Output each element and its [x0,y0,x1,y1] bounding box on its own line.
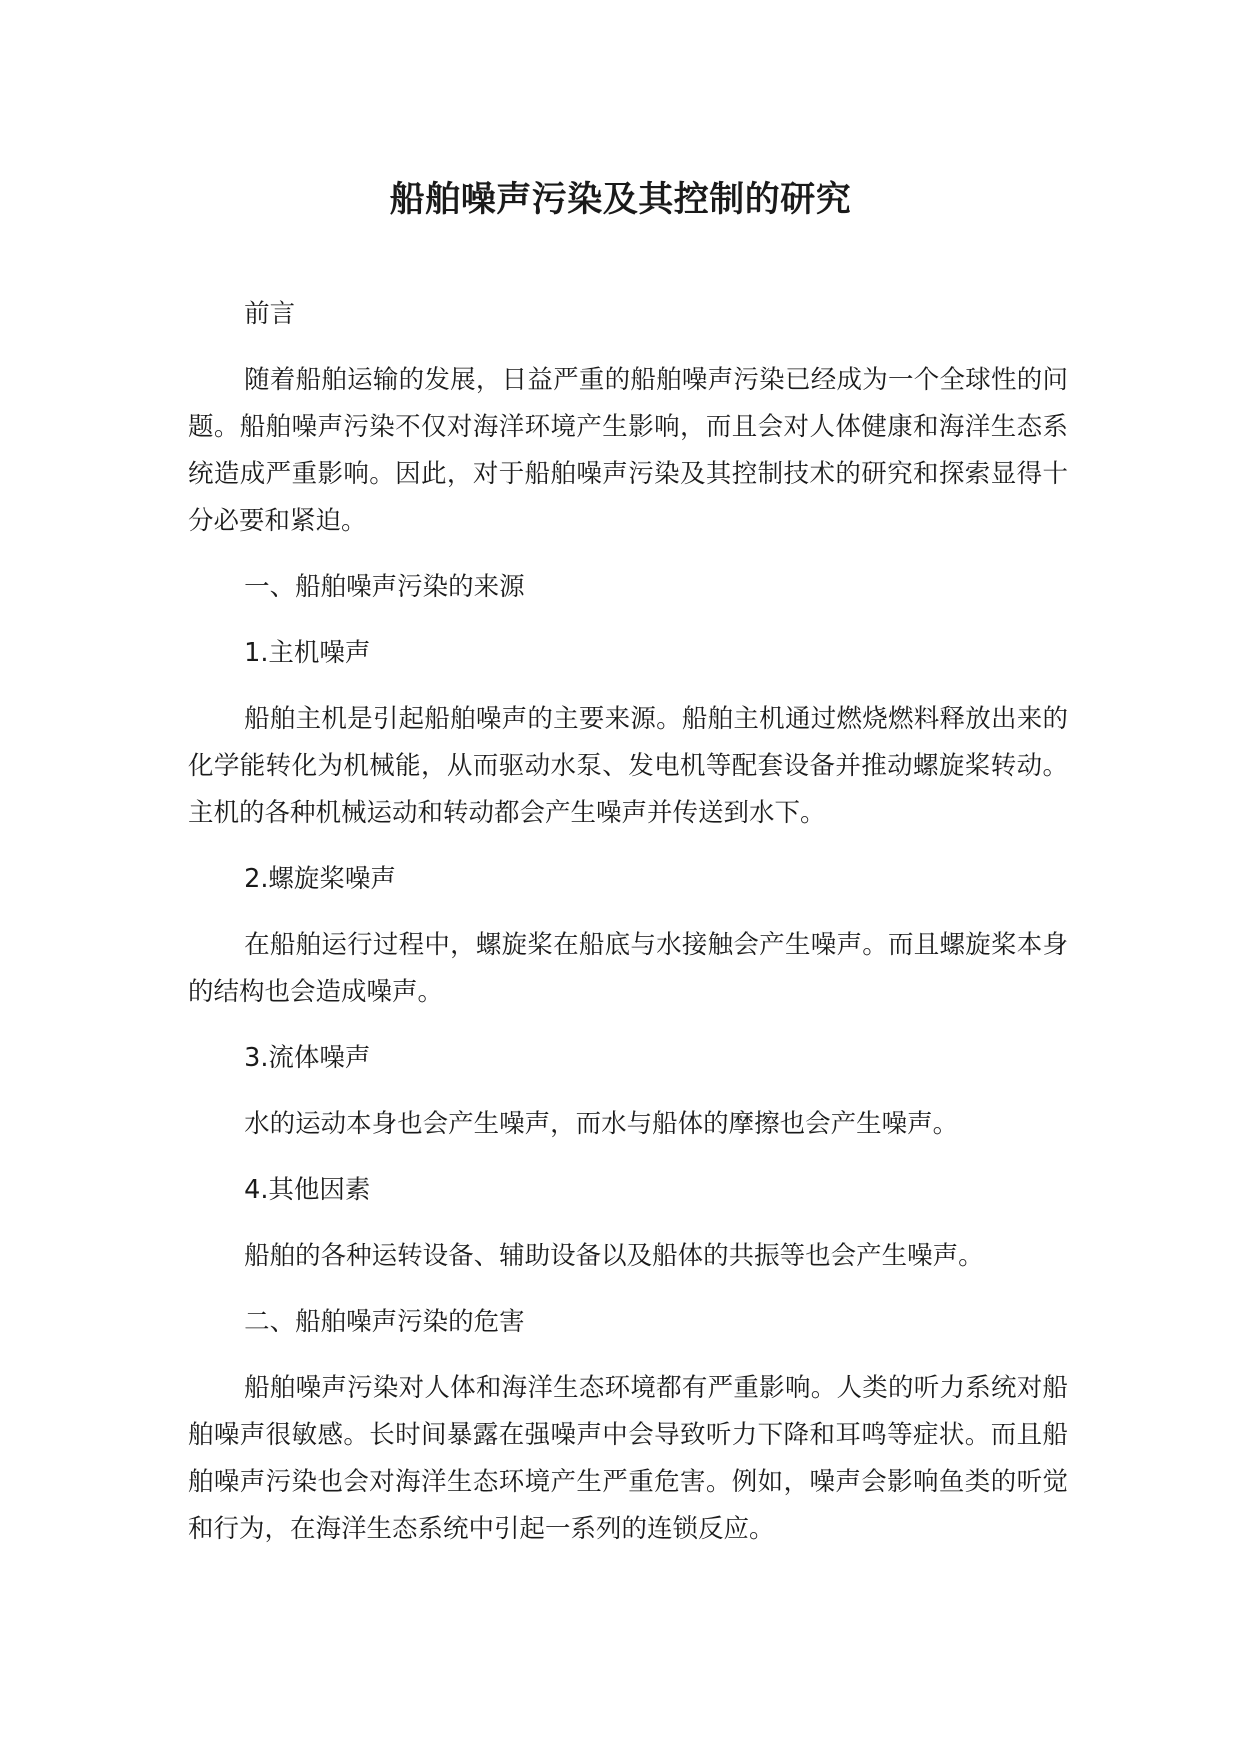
paragraph-other-factors: 船舶的各种运转设备、辅助设备以及船体的共振等也会产生噪声。 [244,1241,984,1271]
subheading-other-factors: 4.其他因素 [244,1175,371,1205]
subheading-propeller-noise: 2.螺旋桨噪声 [244,864,396,894]
paragraph-preface: 随着船舶运输的发展，日益严重的船舶噪声污染已经成为一个全球性的问题。船舶噪声污染不仅对海洋环境产生影响，而且会对人体健康和海洋生态系统造成严重影响。因此，对于船舶噪声污染及其控制技术的研究和探索显得十分必要和紧迫。 [188,365,1068,536]
paragraph-hazards: 船舶噪声污染对人体和海洋生态环境都有严重影响。人类的听力系统对船舶噪声很敏感。长时间暴露在强噪声中会导致听力下降和耳鸣等症状。而且船舶噪声污染也会对海洋生态环境产生严重危害。例如，噪声会影响鱼类的听觉和行为，在海洋生态系统中引起一系列的连锁反应。 [188,1373,1068,1544]
section-heading-preface: 前言 [244,299,296,329]
document-title: 船舶噪声污染及其控制的研究 [389,180,852,220]
section-heading-hazards: 二、船舶噪声污染的危害 [244,1307,525,1337]
subheading-main-engine-noise: 1.主机噪声 [244,638,371,668]
section-heading-sources: 一、船舶噪声污染的来源 [244,572,525,602]
subheading-fluid-noise: 3.流体噪声 [244,1043,371,1073]
paragraph-main-engine-noise: 船舶主机是引起船舶噪声的主要来源。船舶主机通过燃烧燃料释放出来的化学能转化为机械能，从而驱动水泵、发电机等配套设备并推动螺旋桨转动。主机的各种机械运动和转动都会产生噪声并传送到水下。 [188,704,1068,828]
paragraph-propeller-noise: 在船舶运行过程中，螺旋桨在船底与水接触会产生噪声。而且螺旋桨本身的结构也会造成噪声。 [188,930,1068,1007]
document-body [188,291,1068,1572]
paragraph-fluid-noise: 水的运动本身也会产生噪声，而水与船体的摩擦也会产生噪声。 [244,1109,959,1139]
